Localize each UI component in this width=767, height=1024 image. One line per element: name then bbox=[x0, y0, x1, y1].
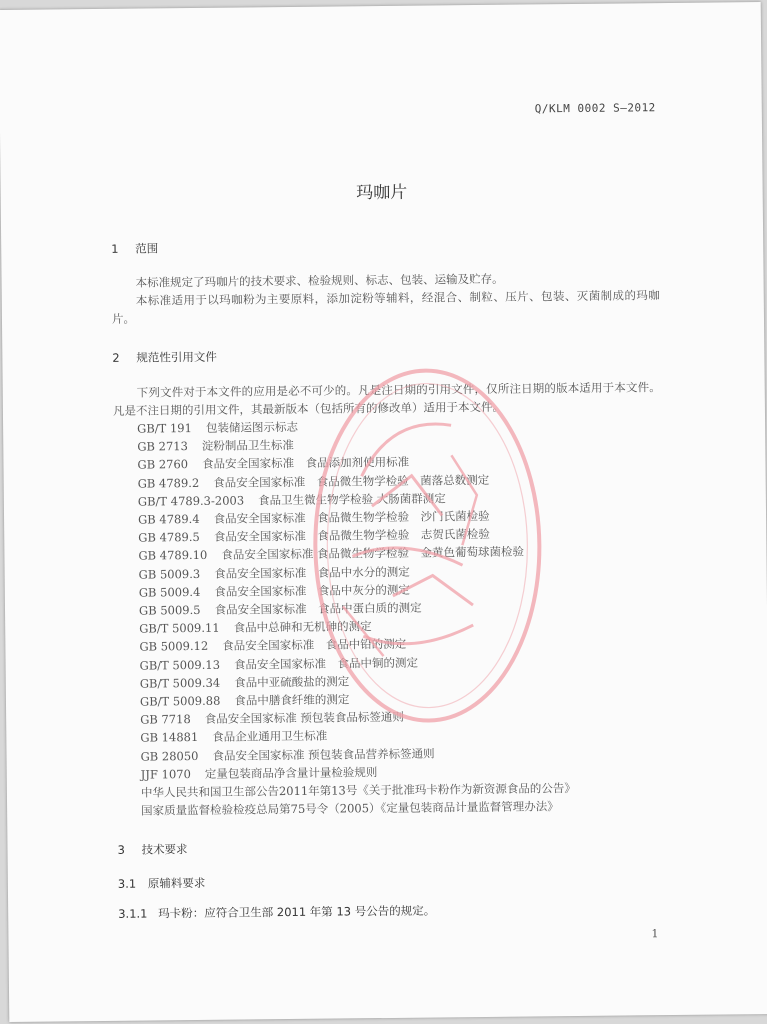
reference-code: GB 2713 bbox=[137, 439, 188, 454]
reference-title: 食品安全国家标准 食品中铜的测定 bbox=[233, 655, 419, 672]
section-2-heading bbox=[112, 349, 217, 366]
reference-title: 食品安全国家标准 食品微生物学检验 沙门氏菌检验 bbox=[213, 508, 490, 526]
section-number: 2 bbox=[112, 350, 120, 365]
reference-code: GB/T 5009.88 bbox=[139, 693, 221, 709]
reference-code: GB 4789.2 bbox=[137, 475, 200, 491]
reference-title: 食品中膳食纤维的测定 bbox=[234, 692, 350, 708]
reference-title: 食品中总砷和无机砷的测定 bbox=[233, 619, 372, 635]
reference-code: GB 5009.3 bbox=[138, 566, 201, 582]
reference-code: GB 4789.5 bbox=[138, 530, 200, 545]
reference-title: 包装储运图示标志 bbox=[205, 419, 298, 435]
reference-item bbox=[141, 797, 576, 820]
reference-title: 食品安全国家标准 预包装食品标签通则 bbox=[204, 710, 404, 727]
reference-code: GB 5009.5 bbox=[138, 602, 201, 618]
reference-title: 食品安全国家标准 食品中铅的测定 bbox=[222, 637, 407, 654]
reference-code: GB 4789.10 bbox=[138, 548, 208, 564]
section-number: 3 bbox=[117, 842, 125, 857]
section-3-heading bbox=[117, 841, 187, 858]
clause-text: 玛卡粉：应符合卫生部 2011 年第 13 号公告的规定。 bbox=[158, 903, 436, 921]
scope-paragraph-1: 本标准规定了玛咖片的技术要求、检验规则、标志、包装、运输及贮存。 bbox=[135, 271, 504, 290]
reference-title: 食品安全国家标准 食品中水分的测定 bbox=[214, 564, 410, 581]
reference-title: 淀粉制品卫生标准 bbox=[201, 438, 294, 454]
reference-title: 定量包装商品净含量计量检验规则 bbox=[204, 764, 378, 781]
document-page bbox=[0, 2, 767, 1022]
references-intro: 下列文件对于本文件的应用是必不可少的。凡是注日期的引用文件，仅所注日期的版本适用于本文件。凡是不注日期的引用文件，其最新版本（包括所有的修改单）适用于本文件。 bbox=[112, 380, 661, 418]
reference-title: 国家质量监督检验检疫总局第75号令（2005）《定量包装商品计量监督管理办法》 bbox=[141, 799, 559, 818]
clause-3-1-1 bbox=[118, 902, 435, 921]
reference-code: GB 7718 bbox=[140, 712, 191, 727]
reference-code: JJF 1070 bbox=[140, 766, 191, 782]
reference-code: GB/T 5009.34 bbox=[139, 675, 221, 691]
reference-title: 食品安全国家标准 食品微生物学检验 志贺氏菌检验 bbox=[213, 527, 490, 545]
scope-paragraph-2: 本标准适用于以玛咖粉为主要原料，添加淀粉等辅料，经混合、制粒、压片、包装、灭菌制成的玛咖片。 bbox=[111, 288, 660, 326]
section-title: 规范性引用文件 bbox=[136, 349, 217, 365]
subsection-3-1-heading bbox=[118, 875, 206, 892]
reference-title: 食品安全国家标准 食品微生物学检验 菌落总数测定 bbox=[213, 472, 490, 490]
subsection-number: 3.1 bbox=[117, 876, 137, 891]
reference-code: GB/T 191 bbox=[137, 421, 192, 436]
section-title: 技术要求 bbox=[141, 842, 188, 857]
reference-code: GB 14881 bbox=[140, 730, 199, 746]
reference-code: GB 28050 bbox=[140, 748, 199, 764]
reference-code: GB/T 4789.3-2003 bbox=[137, 493, 245, 509]
subsection-title: 原辅料要求 bbox=[147, 875, 206, 891]
section-title: 范围 bbox=[135, 241, 159, 256]
reference-title: 食品安全国家标准 食品中灰分的测定 bbox=[214, 582, 410, 599]
reference-title: 食品企业通用卫生标准 bbox=[212, 729, 328, 745]
standard-code: Q/KLM 0002 S—2012 bbox=[534, 101, 656, 116]
reference-title: 食品安全国家标准 食品添加剂使用标准 bbox=[201, 455, 410, 472]
clause-number: 3.1.1 bbox=[118, 906, 148, 921]
reference-code: GB 5009.12 bbox=[139, 639, 209, 655]
reference-code: GB/T 5009.13 bbox=[139, 657, 221, 673]
reference-title: 食品安全国家标准 食品微生物学检验 金黄色葡萄球菌检验 bbox=[221, 544, 525, 563]
reference-title: 食品卫生微生物学检验 大肠菌群测定 bbox=[258, 491, 446, 508]
reference-title: 食品中亚硫酸盐的测定 bbox=[234, 674, 350, 690]
document-title: 玛咖片 bbox=[356, 182, 408, 204]
section-number: 1 bbox=[111, 241, 119, 256]
reference-code: GB 4789.4 bbox=[137, 511, 200, 527]
reference-code: GB 5009.4 bbox=[138, 584, 201, 600]
reference-code: GB/T 5009.11 bbox=[139, 620, 220, 636]
reference-title: 中华人民共和国卫生部公告2011年第13号《关于批准玛卡粉作为新资源食品的公告》 bbox=[140, 781, 576, 800]
section-1-heading bbox=[111, 240, 158, 256]
reference-list bbox=[137, 415, 576, 820]
reference-title: 食品安全国家标准 预包装食品营养标签通则 bbox=[212, 746, 435, 763]
reference-title: 食品安全国家标准 食品中蛋白质的测定 bbox=[214, 600, 422, 617]
reference-code: GB 2760 bbox=[137, 457, 189, 472]
page-number: 1 bbox=[651, 927, 659, 941]
